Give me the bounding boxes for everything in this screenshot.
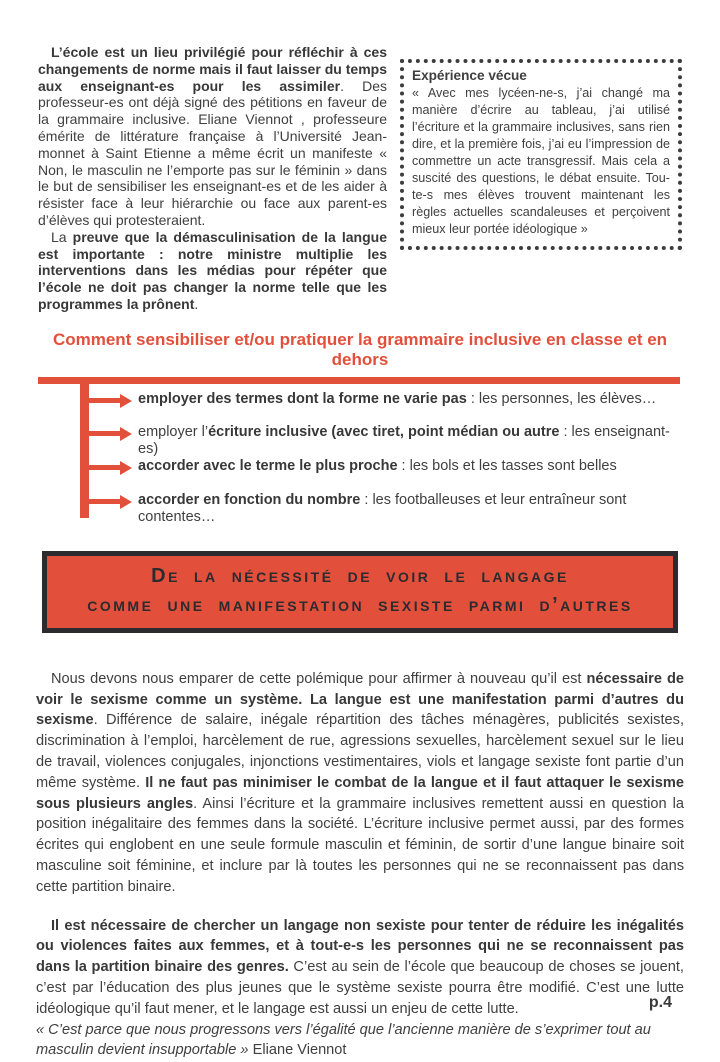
diagram-top-bar [38,377,680,384]
practice-item [138,424,682,458]
experience-box [400,59,682,250]
intro-paragraph-1: L’école est un lieu privilégié pour réfléchir à ces changements de norme mais il faut laisser du temps aux enseignant-es pour les assimiler. Des professeur-es ont déjà signé des pétitions en faveur de la grammaire inclusive. Eliane Viennot , professeure émérite de littérature française à l’Université Jean-monnet à Saint Etienne a même écrit un manifeste « Non, le masculin ne l’emporte pas sur le féminin » dans le but de sensibiliser les enseignant-es et de les aider à résister face à leur hiérarchie ou face aux parent-es d’élèves qui protesteraient. [38,44,387,228]
page-number: p.4 [648,994,672,1011]
section-heading: Comment sensibiliser et/ou pratiquer la grammaire inclusive en classe et en dehors [52,329,668,369]
practice-item [138,391,682,408]
practices-diagram [38,377,682,525]
body-section [36,669,684,1020]
practice-item [138,492,682,526]
practice-item-text: employer des termes dont la forme ne varie pas : les personnes, les élèves… [138,390,657,407]
body-paragraph-1: Nous devons nous emparer de cette polémique pour affirmer à nouveau qu’il est nécessaire de voir le sexisme comme un système. La langue est une manifestation parmi d’autres du sexisme. Différence de salaire, inégale répartition des tâches ménagères, publicités sexistes, discrimination à l’emploi, harcèlement de rue, agressions sexuelles, harcèlement sexuel sur le lieu de travail, violences conjugales, injonctions vestimentaires, viols et langage sexiste font partie d’un même système. Il ne faut pas minimiser le combat de la langue et il faut attaquer le sexisme sous plusieurs angles. Ainsi l’écriture et la grammaire inclusives remettent aussi en question la position inégalitaire des femmes dans la société. L’écriture inclusive permet aussi, par des formes écrites qui englobent en une seule formule masculin et féminin, de sortir d’une langue binaire soit masculine soit féminine, et inclure par là toutes les personnes qui ne se reconnaissent pas dans cette partition binaire. [36,670,685,895]
intro-section [38,44,682,313]
practice-item-text: accorder avec le terme le plus proche : les bols et les tasses sont belles [138,457,617,474]
practice-item-text: accorder en fonction du nombre : les footballeuses et leur entraîneur sont contentes… [138,491,627,525]
arrow-right-icon [88,394,132,408]
arrow-right-icon [88,427,132,441]
practice-item-text: employer l’écriture inclusive (avec tiret, point médian ou autre : les enseignant-es) [138,423,670,457]
closing-quote: « C’est parce que nous progressons vers l’égalité que l’ancienne manière de s’exprimer tout au masculin devient insupportable » Eliane Viennot [36,1021,651,1059]
arrow-right-icon [88,495,132,509]
intro-paragraph-2: La preuve que la démasculinisation de la langue est importante : notre ministre multiplie les interventions dans les médias pour répéter que l’école ne doit pas changer la norme telle que les programmes la prônent. [38,228,387,312]
experience-box-text: « Avec mes lycéen-ne-s, j’ai changé ma manière d’écrire au tableau, j’ai utilisé l’écriture et la grammaire inclusives, sans rien dire, et la première fois, j’ai eu l’impression de commettre un acte transgressif. Mais cela a suscité des questions, le débat ensuite. Tou-te-s mes élèves trouvent maintenant les règles actuelles scandaleuses et perçoivent mieux leur portée idéologique » [412,86,670,236]
arrow-right-icon [88,461,132,475]
banner-line-2: comme une manifestation sexiste parmi d’autres [87,593,633,616]
practice-item [138,458,682,475]
title-banner [42,551,678,633]
body-paragraph-2: Il est nécessaire de chercher un langage non sexiste pour tenter de réduire les inégalités ou violences faites aux femmes, et à tout-e-s les personnes qui ne se reconnaissent pas dans la partition binaire des genres. C’est au sein de l’école que beaucoup de choses se jouent, c’est par l’éducation des plus jeunes que le système sexiste pourra être modifié. C’est une lutte idéologique qu’il faut mener, et le langage est aussi un enjeu de cette lutte. [36,917,684,1017]
intro-column [38,44,387,313]
banner-line-1: De la nécessité de voir le langage [151,564,569,587]
document-page [0,44,720,1061]
experience-box-title: Expérience vécue [412,68,527,83]
